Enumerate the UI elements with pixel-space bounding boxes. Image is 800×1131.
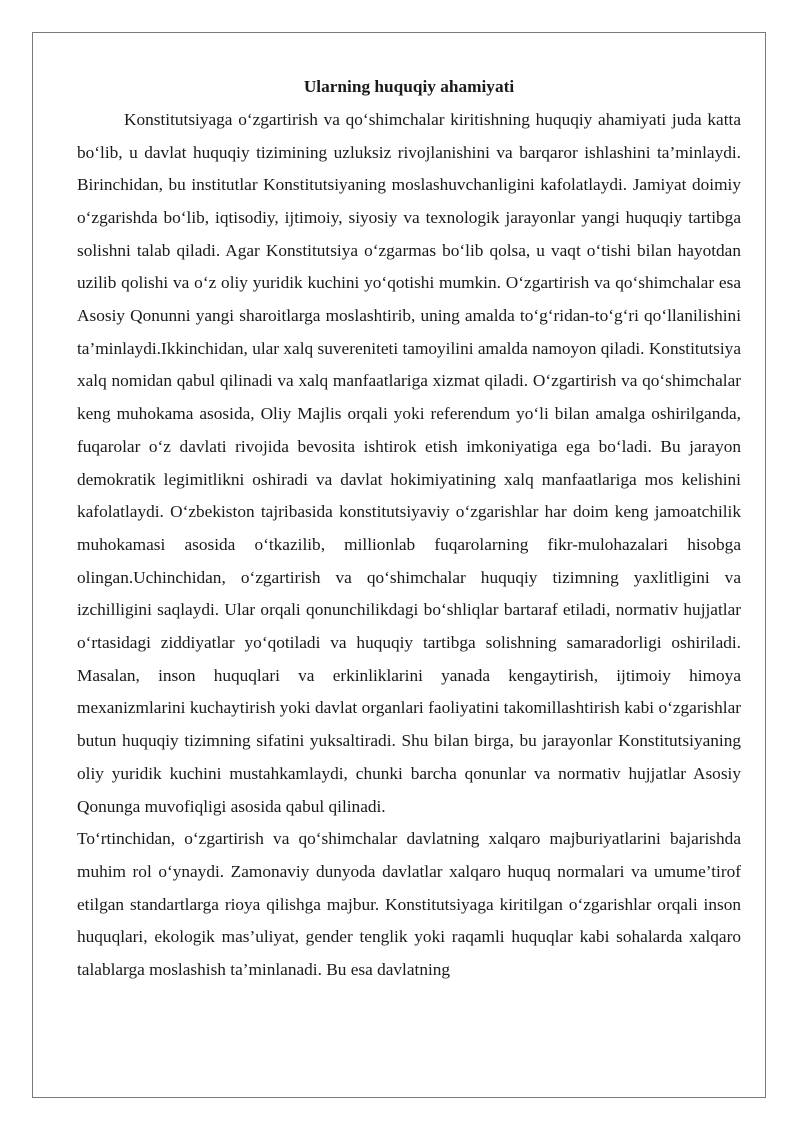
document-body	[77, 70, 741, 987]
paragraph-2: To‘rtinchidan, o‘zgartirish va qo‘shimchalar davlatning xalqaro majburiyatlarini bajarishda muhim rol o‘ynaydi. Zamonaviy dunyoda davlatlar xalqaro huquq normalari va umume’tirof etilgan standartlarga rioya qilishga majbur. Konstitutsiyaga kiritilgan o‘zgarishlar orqali inson huquqlari, ekologik mas’uliyat, gender tenglik yoki raqamli huquqlar kabi sohalarda xalqaro talablarga moslashish ta’minlanadi. Bu esa davlatning	[77, 829, 741, 980]
document-title: Ularning huquqiy ahamiyati	[303, 77, 515, 96]
paragraph-1: Konstitutsiyaga o‘zgartirish va qo‘shimchalar kiritishning huquqiy ahamiyati juda katta bo‘lib, u davlat huquqiy tizimining uzluksiz rivojlanishini va barqaror ishlashini ta’minlaydi. Birinchidan, bu institutlar Konstitutsiyaning moslashuvchanligini kafolatlaydi. Jamiyat doimiy o‘zgarishda bo‘lib, iqtisodiy, ijtimoiy, siyosiy va texnologik jarayonlar yangi huquqiy tartibga solishni talab qiladi. Agar Konstitutsiya o‘zgarmas bo‘lib qolsa, u vaqt o‘tishi bilan hayotdan uzilib qolishi va o‘z oliy yuridik kuchini yo‘qotishi mumkin. O‘zgartirish va qo‘shimchalar esa Asosiy Qonunni yangi sharoitlarga moslashtirib, uning amalda to‘g‘ridan-to‘g‘ri qo‘llanilishini ta’minlaydi.Ikkinchidan, ular xalq suvereniteti tamoyilini amalda namoyon qiladi. Konstitutsiya xalq nomidan qabul qilinadi va xalq manfaatlariga xizmat qiladi. O‘zgartirish va qo‘shimchalar keng muhokama asosida, Oliy Majlis orqali yoki referendum yo‘li bilan amalga oshirilganda, fuqarolar o‘z davlati rivojida bevosita ishtirok etish imkoniyatiga ega bo‘ladi. Bu jarayon demokratik legimitlikni oshiradi va davlat hokimiyatining xalq manfaatlariga mos kelishini kafolatlaydi. O‘zbekiston tajribasida konstitutsiyaviy o‘zgarishlar har doim keng jamoatchilik muhokamasi asosida o‘tkazilib, millionlab fuqarolarning fikr-mulohazalari hisobga olingan.Uchinchidan, o‘zgartirish va qo‘shimchalar huquqiy tizimning yaxlitligini va izchilligini saqlaydi. Ular orqali qonunchilikdagi bo‘shliqlar bartaraf etiladi, normativ hujjatlar o‘rtasidagi ziddiyatlar yo‘qotiladi va huquqiy tartibga solishning samaradorligi oshiriladi. Masalan, inson huquqlari va erkinliklarini yanada kengaytirish, ijtimoiy himoya mexanizmlarini kuchaytirish yoki davlat organlari faoliyatini takomillashtirish kabi o‘zgarishlar butun huquqiy tizimning sifatini yuksaltiradi. Shu bilan birga, bu jarayonlar Konstitutsiyaning oliy yuridik kuchini mustahkamlaydi, chunki barcha qonunlar va normativ hujjatlar Asosiy Qonunga muvofiqligi asosida qabul qilinadi.	[77, 109, 741, 816]
